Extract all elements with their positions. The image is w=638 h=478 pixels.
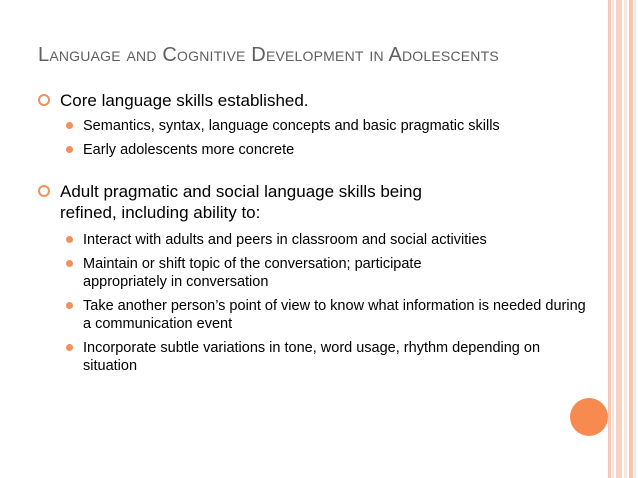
bullet-text: Core language skills established.: [60, 91, 309, 110]
decorative-stripe: [629, 0, 633, 478]
decorative-circle: [570, 398, 608, 436]
decorative-stripe: [624, 0, 627, 478]
slide-title: Language and Cognitive Development in Adolescents: [38, 44, 499, 66]
dot-bullet-icon: [66, 146, 73, 153]
bullet-item: [38, 90, 598, 111]
sub-bullet-item: [38, 117, 598, 135]
dot-bullet-icon: [66, 344, 73, 351]
sub-bullet-text: Incorporate subtle variations in tone, word usage, rhythm depending on situation: [83, 340, 541, 374]
slide-content: [38, 90, 598, 375]
dot-bullet-icon: [66, 236, 73, 243]
bullet-item: [38, 181, 480, 223]
decorative-stripe: [616, 0, 622, 478]
dot-bullet-icon: [66, 302, 73, 309]
decorative-stripe: [634, 0, 636, 478]
sub-bullet-text: Early adolescents more concrete: [83, 142, 295, 158]
sub-bullet-text: Maintain or shift topic of the conversation; participate appropriately in conversation: [83, 256, 422, 290]
sub-bullet-text: Interact with adults and peers in classroom and social activities: [83, 232, 487, 248]
dot-bullet-icon: [66, 122, 73, 129]
sub-bullet-text: Semantics, syntax, language concepts and basic pragmatic skills: [83, 118, 500, 134]
circle-bullet-icon: [38, 94, 50, 106]
sub-bullet-item: [38, 297, 588, 333]
sub-bullet-text: Take another person’s point of view to know what information is needed during a communication event: [83, 298, 586, 332]
sub-bullet-item: [38, 141, 598, 159]
sub-bullet-item: [38, 255, 503, 291]
circle-bullet-icon: [38, 185, 50, 197]
bullet-text: Adult pragmatic and social language skills being refined, including ability to:: [60, 182, 422, 222]
sub-bullet-item: [38, 231, 598, 249]
sub-bullet-item: [38, 339, 543, 375]
dot-bullet-icon: [66, 260, 73, 267]
decorative-stripe: [612, 0, 614, 478]
decorative-stripe: [608, 0, 611, 478]
